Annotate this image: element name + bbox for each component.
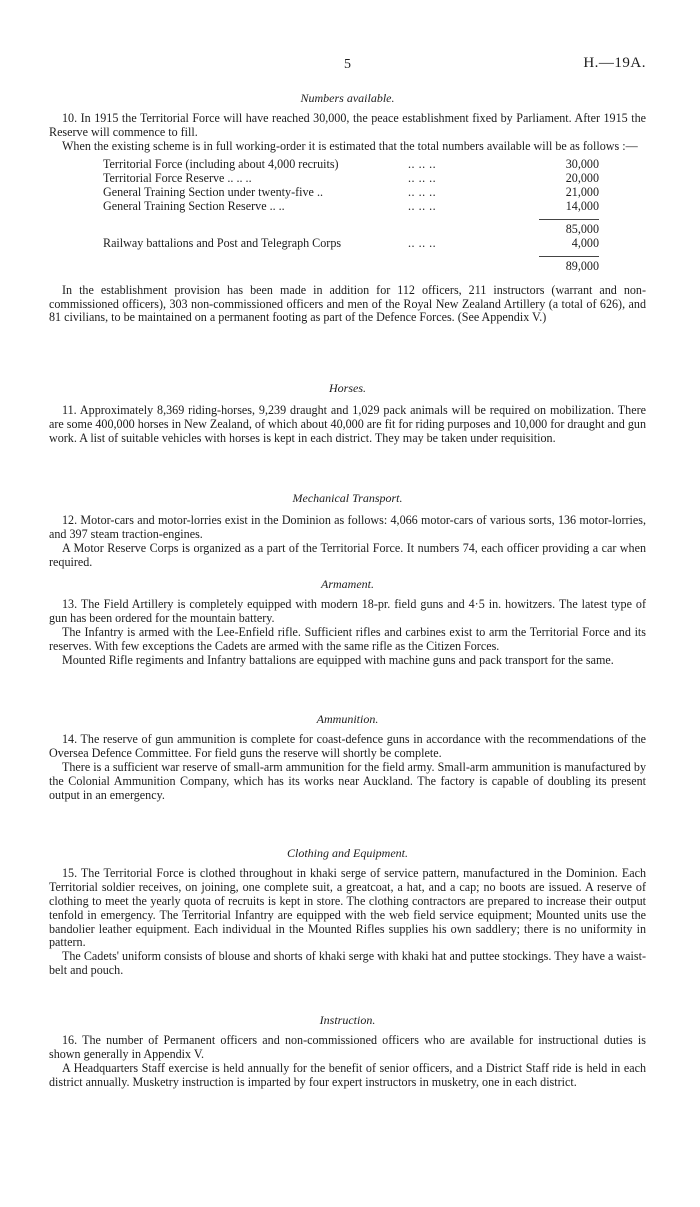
row-label: Territorial Force Reserve .. .. ..	[103, 170, 252, 185]
paragraph: When the existing scheme is in full working-order it is estimated that the total numbers available will be as follows :—	[62, 138, 638, 153]
section-heading: Instruction.	[319, 1013, 376, 1027]
section-numbers-available	[49, 92, 646, 325]
paragraph: A Motor Reserve Corps is organized as a part of the Territorial Force. It numbers 74, each officer providing a car when required.	[49, 540, 646, 569]
table-row	[103, 172, 599, 186]
dot-leader: .. .. ..	[408, 198, 437, 213]
dot-leader: .. .. ..	[408, 235, 437, 250]
paragraph: 14. The reserve of gun ammunition is complete for coast-defence guns in accordance with the recommendations of the Oversea Defence Committee. For field guns the reserve will shortly be complete.	[49, 731, 646, 760]
row-value: 4,000	[571, 235, 599, 250]
paragraph: The Infantry is armed with the Lee-Enfield rifle. Sufficient rifles and carbines exist to arm the Territorial Force and its reserves. With few exceptions the Cadets are armed with the same rifle as the Citizen Forces.	[49, 624, 646, 653]
section-clothing-and-equipment	[49, 847, 646, 978]
paragraph: 11. Approximately 8,369 riding-horses, 9,239 draught and 1,029 pack animals will be required on mobilization. There are some 400,000 horses in New Zealand, of which about 40,000 are fit for riding purposes and 10,000 for draught and gun work. A list of suitable vehicles with horses is kept in each district. They may be taken under requisition.	[49, 402, 646, 445]
paragraph: In the establishment provision has been made in addition for 112 officers, 211 instructors (warrant and non-commissioned officers), 303 non-commissioned officers and men of the Royal New Zealand Artillery (a total of 626), and 81 civilians, to be maintained on a permanent footing as part of the Defence Forces. (See Appendix V.)	[49, 282, 646, 325]
paragraph: 13. The Field Artillery is completely equipped with modern 18-pr. field guns and 4·5 in. howitzers. The latest type of gun has been ordered for the mountain battery.	[49, 596, 646, 625]
paragraph: There is a sufficient war reserve of small-arm ammunition for the field army. Small-arm ammunition is manufactured by the Colonial Ammunition Company, which has its works near Auckland. The factory is capable of doubling its present output in an emergency.	[49, 759, 646, 802]
row-label: Territorial Force (including about 4,000 recruits)	[103, 156, 339, 171]
table-row	[103, 237, 599, 251]
paragraph: 16. The number of Permanent officers and non-commissioned officers who are available for instructional duties is shown generally in Appendix V.	[49, 1032, 646, 1061]
dot-leader: .. .. ..	[408, 156, 437, 171]
section-armament	[49, 578, 646, 667]
table-row	[103, 186, 599, 200]
dot-leader: .. .. ..	[408, 170, 437, 185]
row-label: General Training Section under twenty-five ..	[103, 184, 323, 199]
section-heading: Numbers available.	[300, 91, 395, 105]
row-value: 20,000	[565, 170, 599, 185]
table-row	[103, 158, 599, 172]
sum-rule	[539, 219, 599, 220]
row-label: General Training Section Reserve .. ..	[103, 198, 285, 213]
section-mechanical-transport	[49, 492, 646, 570]
row-value: 30,000	[565, 156, 599, 171]
table-row	[103, 200, 599, 214]
row-value: 21,000	[565, 184, 599, 199]
row-value: 14,000	[565, 198, 599, 213]
page-header	[49, 56, 646, 74]
section-instruction	[49, 1014, 646, 1090]
paragraph: Mounted Rifle regiments and Infantry battalions are equipped with machine guns and pack transport for the same.	[62, 652, 614, 667]
section-horses	[49, 382, 646, 446]
paragraph: 10. In 1915 the Territorial Force will have reached 30,000, the peace establishment fixed by Parliament. After 1915 the Reserve will commence to fill.	[49, 110, 646, 139]
dot-leader: .. .. ..	[408, 184, 437, 199]
section-ammunition	[49, 713, 646, 802]
section-heading: Horses.	[328, 381, 366, 395]
total-row	[103, 260, 599, 274]
subtotal-value: 85,000	[565, 221, 599, 236]
page-number: 5	[344, 57, 351, 72]
row-label: Railway battalions and Post and Telegraph Corps	[103, 235, 342, 250]
total-value: 89,000	[565, 258, 599, 273]
subtotal-row	[103, 223, 599, 237]
sum-rule	[539, 256, 599, 257]
paragraph: 15. The Territorial Force is clothed throughout in khaki serge of service pattern, manufactured in the Dominion. Each Territorial soldier receives, on joining, one complete suit, a greatcoat, a hat, and a cap; no boots are issued. A reserve of clothing to meet the yearly quota of recruits is kept in store. The clothing contractors are prepared to increase their output tenfold in emergency. The Territorial Infantry are equipped with the web field service equipment; Mounted units use the bandolier leather equipment. Each individual in the Mounted Rifles supplies his own saddlery; there is no uniformity in pattern.	[49, 865, 646, 950]
section-heading: Clothing and Equipment.	[287, 846, 408, 860]
document-page	[49, 0, 646, 1207]
document-reference: H.—19A.	[583, 55, 646, 71]
paragraph: The Cadets' uniform consists of blouse and shorts of khaki serge with khaki hat and puttee stockings. They have a waist-belt and pouch.	[49, 949, 646, 978]
paragraph: 12. Motor-cars and motor-lorries exist in the Dominion as follows: 4,066 motor-cars of various sorts, 136 motor-lorries, and 397 steam traction-engines.	[49, 512, 646, 541]
section-heading: Ammunition.	[316, 712, 379, 726]
section-heading: Armament.	[321, 577, 374, 591]
section-heading: Mechanical Transport.	[292, 491, 403, 505]
paragraph: A Headquarters Staff exercise is held annually for the benefit of senior officers, and a District Staff ride is held in each district annually. Musketry instruction is imparted by four expert instructors in musketry, one in each district.	[49, 1060, 646, 1089]
totals-table	[103, 158, 599, 274]
